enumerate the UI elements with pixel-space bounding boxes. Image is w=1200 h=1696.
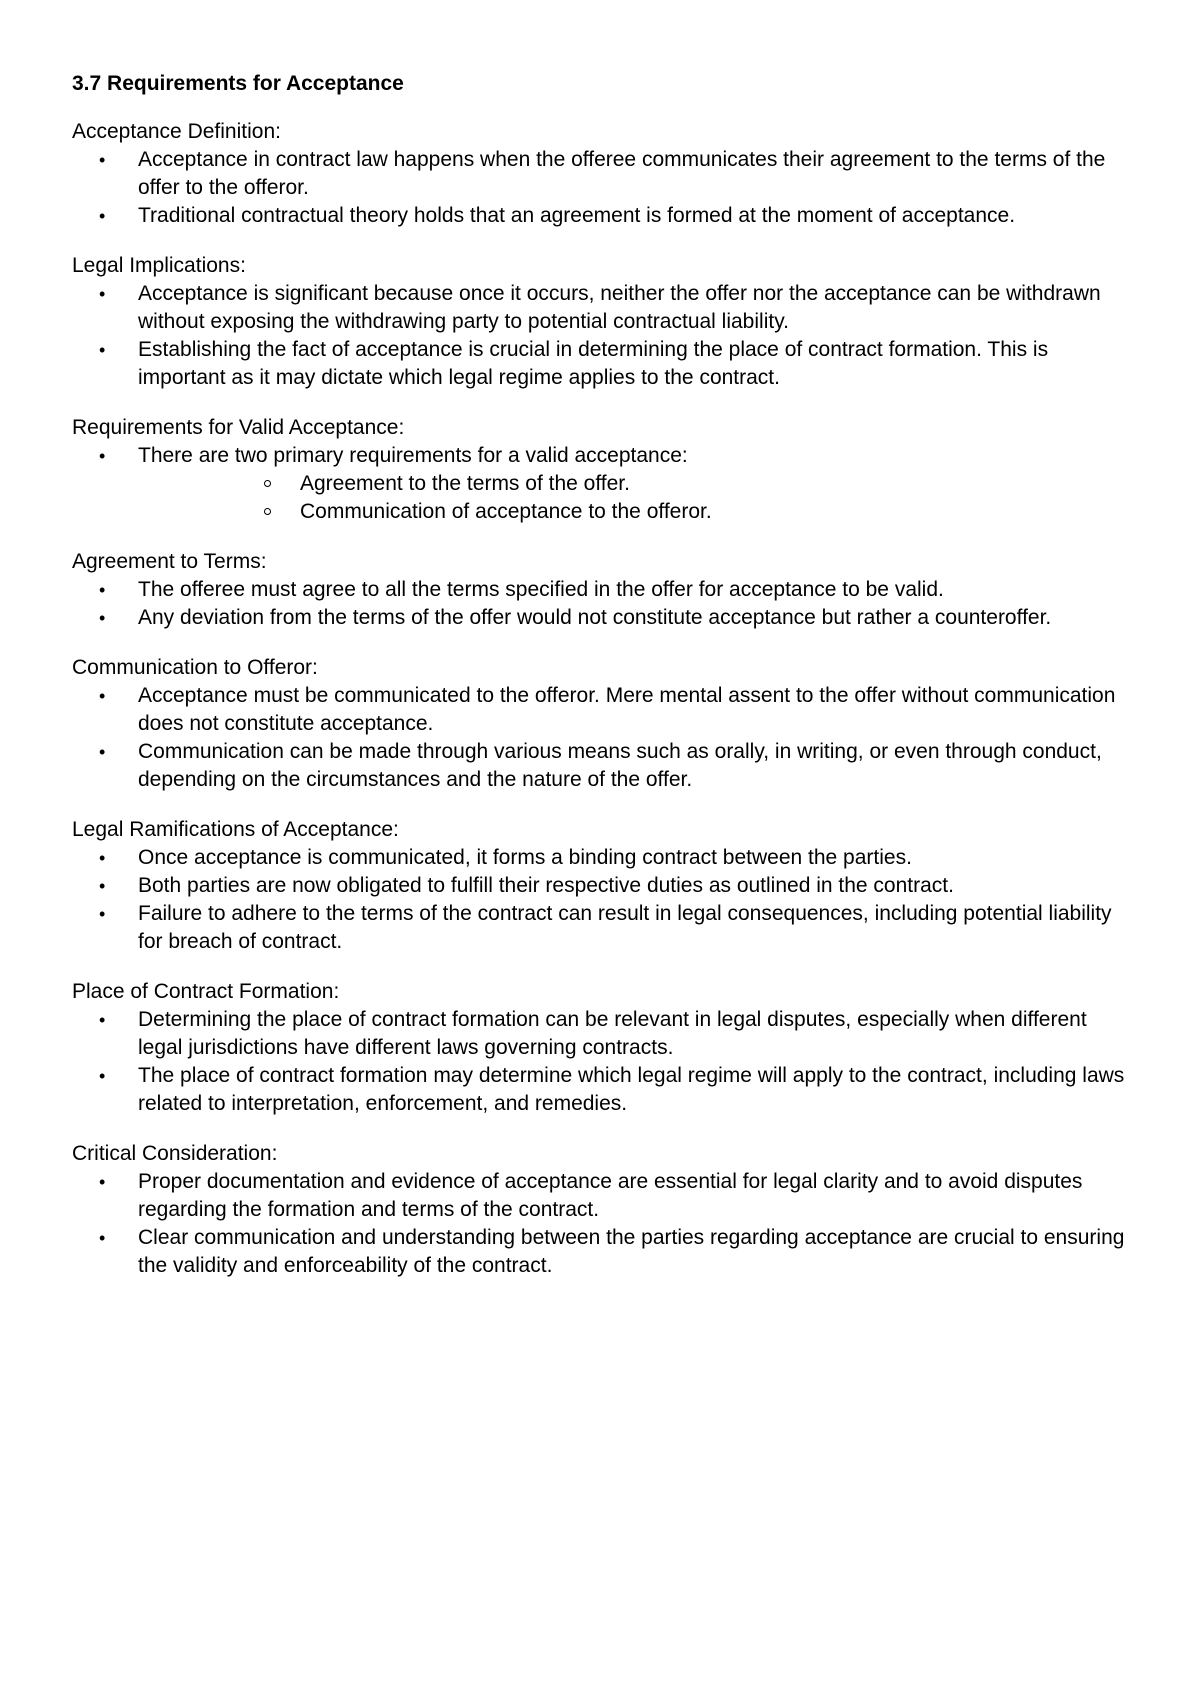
circle-bullet-icon [264,508,271,515]
bullet-list [72,682,1132,794]
bullet-icon: • [99,742,106,762]
section-heading: Communication to Offeror: [72,656,318,679]
bullet-list [72,1168,1132,1280]
bullet-text: There are two primary requirements for a valid acceptance: [138,444,688,467]
section-communication-to-offeror [72,654,1132,794]
bullet-text: Once acceptance is communicated, it forms a binding contract between the parties. [138,846,912,869]
bullet-list [72,442,1132,470]
bullet-text: Clear communication and understanding between the parties regarding acceptance are crucial to ensuring the validity and enforceability of the contract. [138,1226,1125,1277]
bullet-item [99,738,1132,794]
section-heading: Place of Contract Formation: [72,980,340,1003]
bullet-item [99,442,1132,470]
bullet-icon: • [99,848,106,868]
bullet-list [72,576,1132,632]
bullet-list [72,844,1132,956]
bullet-list [72,1006,1132,1118]
bullet-icon: • [99,1228,106,1248]
bullet-icon: • [99,608,106,628]
bullet-icon: • [99,284,106,304]
bullet-icon: • [99,340,106,360]
section-critical-consideration [72,1140,1132,1280]
section-requirements-valid-acceptance [72,414,1132,526]
section-heading: Legal Implications: [72,254,246,277]
sub-bullet-text: Agreement to the terms of the offer. [300,472,630,495]
sub-bullet-item [300,498,1132,526]
bullet-item [99,900,1132,956]
bullet-icon: • [99,446,106,466]
section-heading: Critical Consideration: [72,1142,278,1165]
bullet-item [99,1006,1132,1062]
bullet-icon: • [99,904,106,924]
bullet-icon: • [99,1010,106,1030]
bullet-text: Proper documentation and evidence of acceptance are essential for legal clarity and to avoid disputes regarding the formation and terms of the contract. [138,1170,1083,1221]
section-legal-implications [72,252,1132,392]
section-agreement-to-terms [72,548,1132,632]
bullet-item [99,336,1132,392]
bullet-item [99,1224,1132,1280]
bullet-item [99,844,1132,872]
bullet-item [99,280,1132,336]
bullet-item [99,872,1132,900]
section-acceptance-definition [72,118,1132,230]
bullet-text: Acceptance is significant because once it occurs, neither the offer nor the acceptance can be withdrawn without exposing the withdrawing party to potential contractual liability. [138,282,1101,333]
bullet-text: Acceptance in contract law happens when the offeree communicates their agreement to the terms of the offer to the offeror. [138,148,1106,199]
bullet-item [99,146,1132,202]
bullet-icon: • [99,876,106,896]
sub-bullet-text: Communication of acceptance to the offeror. [300,500,712,523]
bullet-icon: • [99,686,106,706]
bullet-text: Communication can be made through various means such as orally, in writing, or even through conduct, depending on the circumstances and the nature of the offer. [138,740,1102,791]
bullet-text: Acceptance must be communicated to the offeror. Mere mental assent to the offer without communication does not constitute acceptance. [138,684,1116,735]
bullet-item [99,1168,1132,1224]
document-page [72,70,1132,1302]
bullet-icon: • [99,1066,106,1086]
bullet-icon: • [99,580,106,600]
bullet-item [99,576,1132,604]
section-legal-ramifications [72,816,1132,956]
section-heading: Acceptance Definition: [72,120,281,143]
section-place-of-contract-formation [72,978,1132,1118]
bullet-text: Determining the place of contract formation can be relevant in legal disputes, especially when different legal jurisdictions have different laws governing contracts. [138,1008,1087,1059]
bullet-item [99,682,1132,738]
bullet-icon: • [99,206,106,226]
bullet-text: Any deviation from the terms of the offer would not constitute acceptance but rather a counteroffer. [138,606,1052,629]
bullet-list [72,146,1132,230]
bullet-item [99,202,1132,230]
bullet-text: Failure to adhere to the terms of the contract can result in legal consequences, including potential liability for breach of contract. [138,902,1112,953]
sub-bullet-list [72,470,1132,526]
bullet-text: Both parties are now obligated to fulfill their respective duties as outlined in the contract. [138,874,954,897]
bullet-icon: • [99,150,106,170]
document-title: 3.7 Requirements for Acceptance [72,72,404,95]
sub-bullet-item [300,470,1132,498]
bullet-text: The offeree must agree to all the terms specified in the offer for acceptance to be valid. [138,578,944,601]
section-heading: Agreement to Terms: [72,550,267,573]
bullet-list [72,280,1132,392]
bullet-icon: • [99,1172,106,1192]
bullet-text: Establishing the fact of acceptance is crucial in determining the place of contract formation. This is important as it may dictate which legal regime applies to the contract. [138,338,1049,389]
section-heading: Legal Ramifications of Acceptance: [72,818,399,841]
circle-bullet-icon [264,480,271,487]
bullet-item [99,1062,1132,1118]
bullet-text: Traditional contractual theory holds that an agreement is formed at the moment of acceptance. [138,204,1016,227]
bullet-text: The place of contract formation may determine which legal regime will apply to the contract, including laws related to interpretation, enforcement, and remedies. [138,1064,1125,1115]
bullet-item [99,604,1132,632]
section-heading: Requirements for Valid Acceptance: [72,416,405,439]
